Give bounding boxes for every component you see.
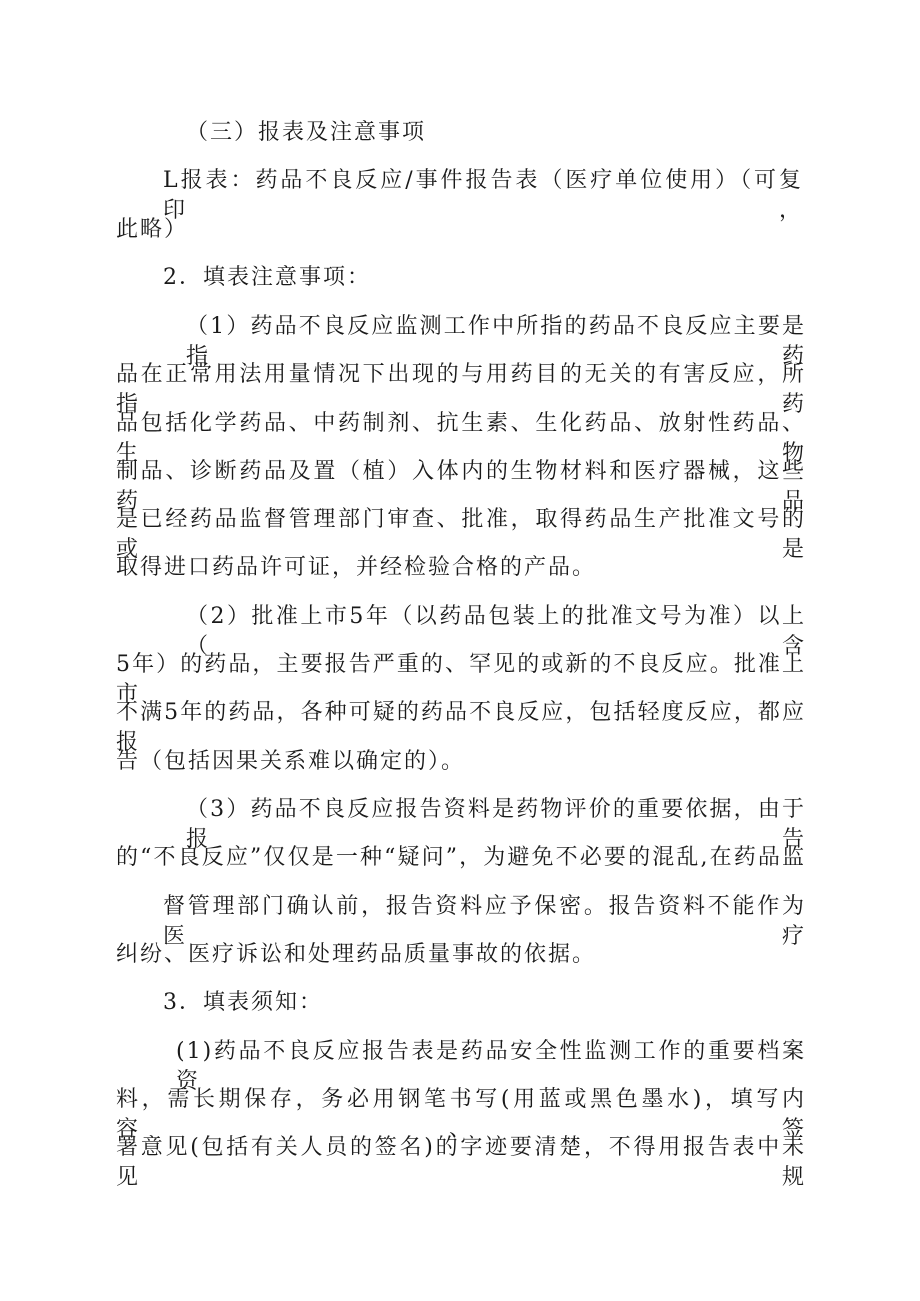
item1-line-2: 此略） <box>116 217 189 242</box>
item2-p2-line-2: 5年）的药品，主要报告严重的、罕见的或新的不良反应。批准上市 <box>116 652 806 707</box>
item2-p1-line-1: （1）药品不良反应监测工作中所指的药品不良反应主要是指药 <box>186 314 806 369</box>
item2-p3-line-1: （3）药品不良反应报告资料是药物评价的重要依据，由于报告 <box>186 797 806 852</box>
item2-p1-line-5: 是已经药品监督管理部门审查、批准，取得药品生产批准文号的或是 <box>116 507 806 562</box>
section-heading: （三）报表及注意事项 <box>186 120 427 145</box>
item2-p2-line-1: （2）批准上市5年（以药品包装上的批准文号为准）以上（含 <box>186 604 806 659</box>
item2-p3-line-3: 督管理部门确认前，报告资料应予保密。报告资料不能作为医疗 <box>163 894 806 949</box>
item2-p1-line-2: 品在正常用法用量情况下出现的与用药目的无关的有害反应，所指药 <box>116 362 806 417</box>
item2-p3-line-2: 的“不良反应”仅仅是一种“疑问”，为避免不必要的混乱,在药品监 <box>116 845 806 870</box>
item2-p1-line-6: 取得进口药品许可证，并经检验合格的产品。 <box>116 555 597 580</box>
item2-p2-line-4: 告（包括因果关系难以确定的）。 <box>116 749 466 774</box>
item3-heading: 3．填表须知： <box>163 990 323 1015</box>
item3-p1-line-1: (1)药品不良反应报告表是药品安全性监测工作的重要档案资 <box>176 1039 806 1094</box>
item2-p2-line-3: 不满5年的药品，各种可疑的药品不良反应，包括轻度反应，都应报 <box>116 700 806 755</box>
item2-heading: 2．填表注意事项： <box>163 265 371 290</box>
item2-p1-line-4: 制品、诊断药品及置（植）入体内的生物材料和医疗器械，这些药品 <box>116 459 806 514</box>
item2-p3-line-4: 纠纷、医疗诉讼和处理药品质量事故的依据。 <box>116 942 597 967</box>
item1-line-1: L报表：药品不良反应/事件报告表（医疗单位使用）（可复印， <box>163 168 803 223</box>
item2-p1-line-3: 品包括化学药品、中药制剂、抗生素、生化药品、放射性药品、生物 <box>116 411 806 466</box>
item3-p1-line-3: 署意见(包括有关人员的签名)的字迹要清楚，不得用报告表中未见规 <box>116 1135 806 1190</box>
item3-p1-line-2: 料，需长期保存，务必用钢笔书写(用蓝或黑色墨水)，填写内容、签 <box>116 1087 806 1142</box>
